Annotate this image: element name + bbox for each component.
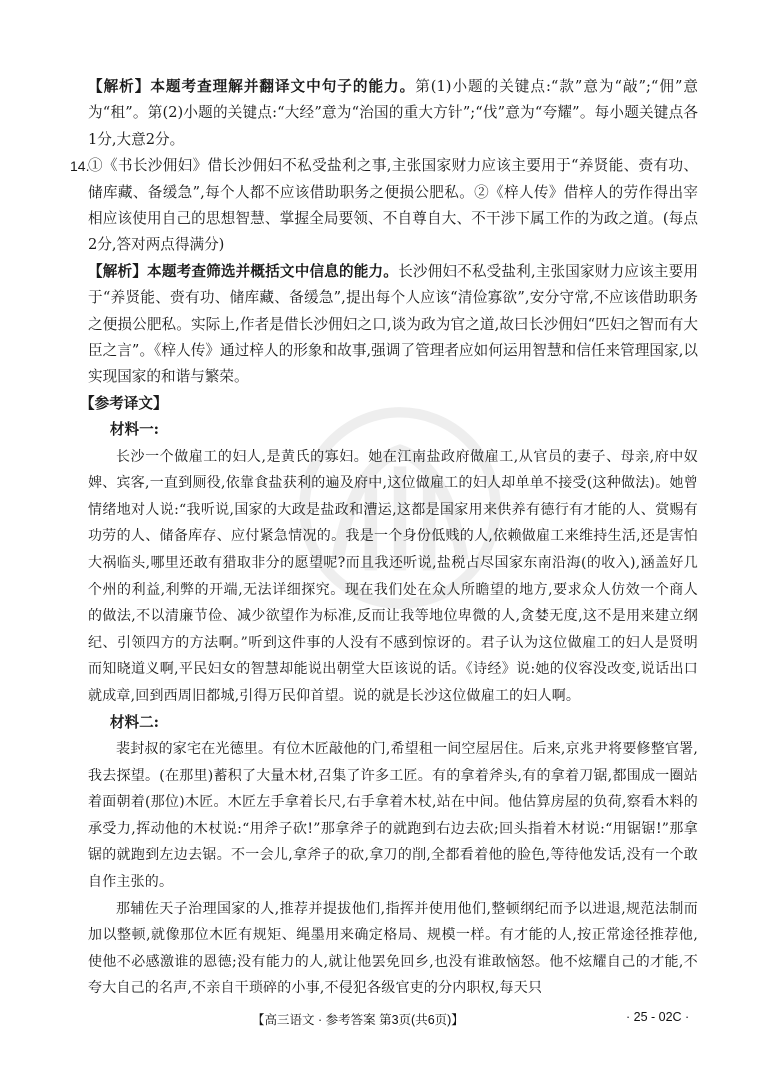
material-1-text: 长沙一个做雇工的妇人,是黄氏的寡妇。她在江南盐政府做雇工,从官员的妻子、母亲,府中奴婢、宾客,一直到厕役,依靠食盐获利的遍及府中,这位做雇工的妇人却单单不接受(这种做法)。她曾情绪地对人说:“我听说,国家的大政是盐政和漕运,这都是国家用来供养有德行有才能的人、赏赐有功劳的人、储备库存、应付紧急情况的。我是一个身份低贱的人,依赖做雇工来维持生活,还是害怕大祸临头,哪里还敢有猎取非分的愿望呢?而且我还听说,盐税占尽国家东南沿海(的收入),涵盖好几个州的利益,利弊的开端,无法详细探究。现在我们处在众人所瞻望的地方,要求众人仿效一个商人的做法,不以清廉节俭、减少欲望作为标准,反而让我等地位卑微的人,贪婪无度,这不是用来建立纲纪、引领四方的方法啊。”听到这件事的人没有不感到惊讶的。君子认为这位做雇工的妇人是贤明而知晓道义啊,平民妇女的智慧却能说出朝堂大臣该说的话。《诗经》说:她的仪容没改变,说话出口就成章,回到西周旧都城,引得万民仰首望。说的就是长沙这位做雇工的妇人啊。: [88, 448, 698, 705]
answer-page: [70, 74, 698, 1002]
analysis-14-text: 长沙佣妇不私受盐利,主张国家财力应该主要用于“养贤能、赍有功、储库藏、备缓急”,提出每个人应该“清俭寡欲”,安分守常,不应该借助职务之便损公肥私。实际上,作者是借长沙佣妇之口,谈为政为官之道,故曰长沙佣妇“匹妇之智而有大臣之言”。《梓人传》通过梓人的形象和故事,强调了管理者应如何运用智慧和信任来管理国家,以实现国家的和谐与繁荣。: [88, 262, 698, 386]
material-1-title: 材料一:: [109, 421, 160, 439]
analysis-13: [88, 74, 698, 153]
analysis-13-label: 【解析】本题考查理解并翻译文中句子的能力。: [88, 78, 416, 95]
answer-14: [70, 153, 698, 259]
analysis-14-label: 【解析】本题考查筛选并概括文中信息的能力。: [88, 262, 399, 280]
material-2-title: 材料二:: [109, 713, 160, 731]
footer-page-info: 【高三语文 · 参考答案 第3页(共6页)】: [252, 1013, 464, 1027]
material-2-paragraph-2: 那辅佐天子治理国家的人,推荐并提拔他们,指挥并使用他们,整顿纲纪而予以进退,规范法制而加以整顿,就像那位木匠有规矩、绳墨用来确定格局、规模一样。有才能的人,按正常途径推荐他,使他不必感激谁的恩德;没有能力的人,就让他罢免回乡,也没有谁敢恼怒。他不炫耀自己的才能,不夸大自己的名声,不亲自干琐碎的小事,不侵犯各级官吏的分内职权,每天只: [88, 900, 698, 997]
page-footer: [0, 1010, 764, 1030]
analysis-14: [88, 259, 698, 391]
analysis-13-text: 第(1)小题的关键点:“款”意为“敲”;“佣”意为“租”。第(2)小题的关键点:“大经”意为“治国的重大方针”;“伐”意为“夸耀”。每小题关键点各1分,大意2分。: [88, 78, 698, 148]
material-2-paragraph-1: 裴封叔的家宅在光德里。有位木匠敲他的门,希望租一间空屋居住。后来,京兆尹将要修整官署,我去探望。(在那里)蓄积了大量木材,召集了许多工匠。有的拿着斧头,有的拿着刀锯,都围成一圈站着面朝着(那位)木匠。木匠左手拿着长尺,右手拿着木杖,站在中间。他估算房屋的负荷,察看木料的承受力,挥动他的木杖说:“用斧子砍!”那拿斧子的就跑到右边去砍;回头指着木材说:“用锯锯!”那拿锯的就跑到左边去锯。不一会儿,拿斧子的砍,拿刀的削,全都看着他的脸色,等待他发话,没有一个敢自作主张的。: [88, 741, 698, 890]
answer-14-text: ①《书长沙佣妇》借长沙佣妇不私受盐利之事,主张国家财力应该主要用于“养贤能、赍有功、储库藏、备缓急”,每个人都不应该借助职务之便损公肥私。②《梓人传》借梓人的劳作得出宰相应该使用自己的思想智慧、掌握全局要领、不自尊自大、不干涉下属工作的为政之道。(每点2分,答对两点得满分): [88, 157, 698, 254]
footer-code: · 25 - 02C ·: [626, 1010, 690, 1024]
reference-translation-heading: 【参考译文】: [80, 394, 168, 412]
question-number-14: 14.: [70, 158, 90, 175]
